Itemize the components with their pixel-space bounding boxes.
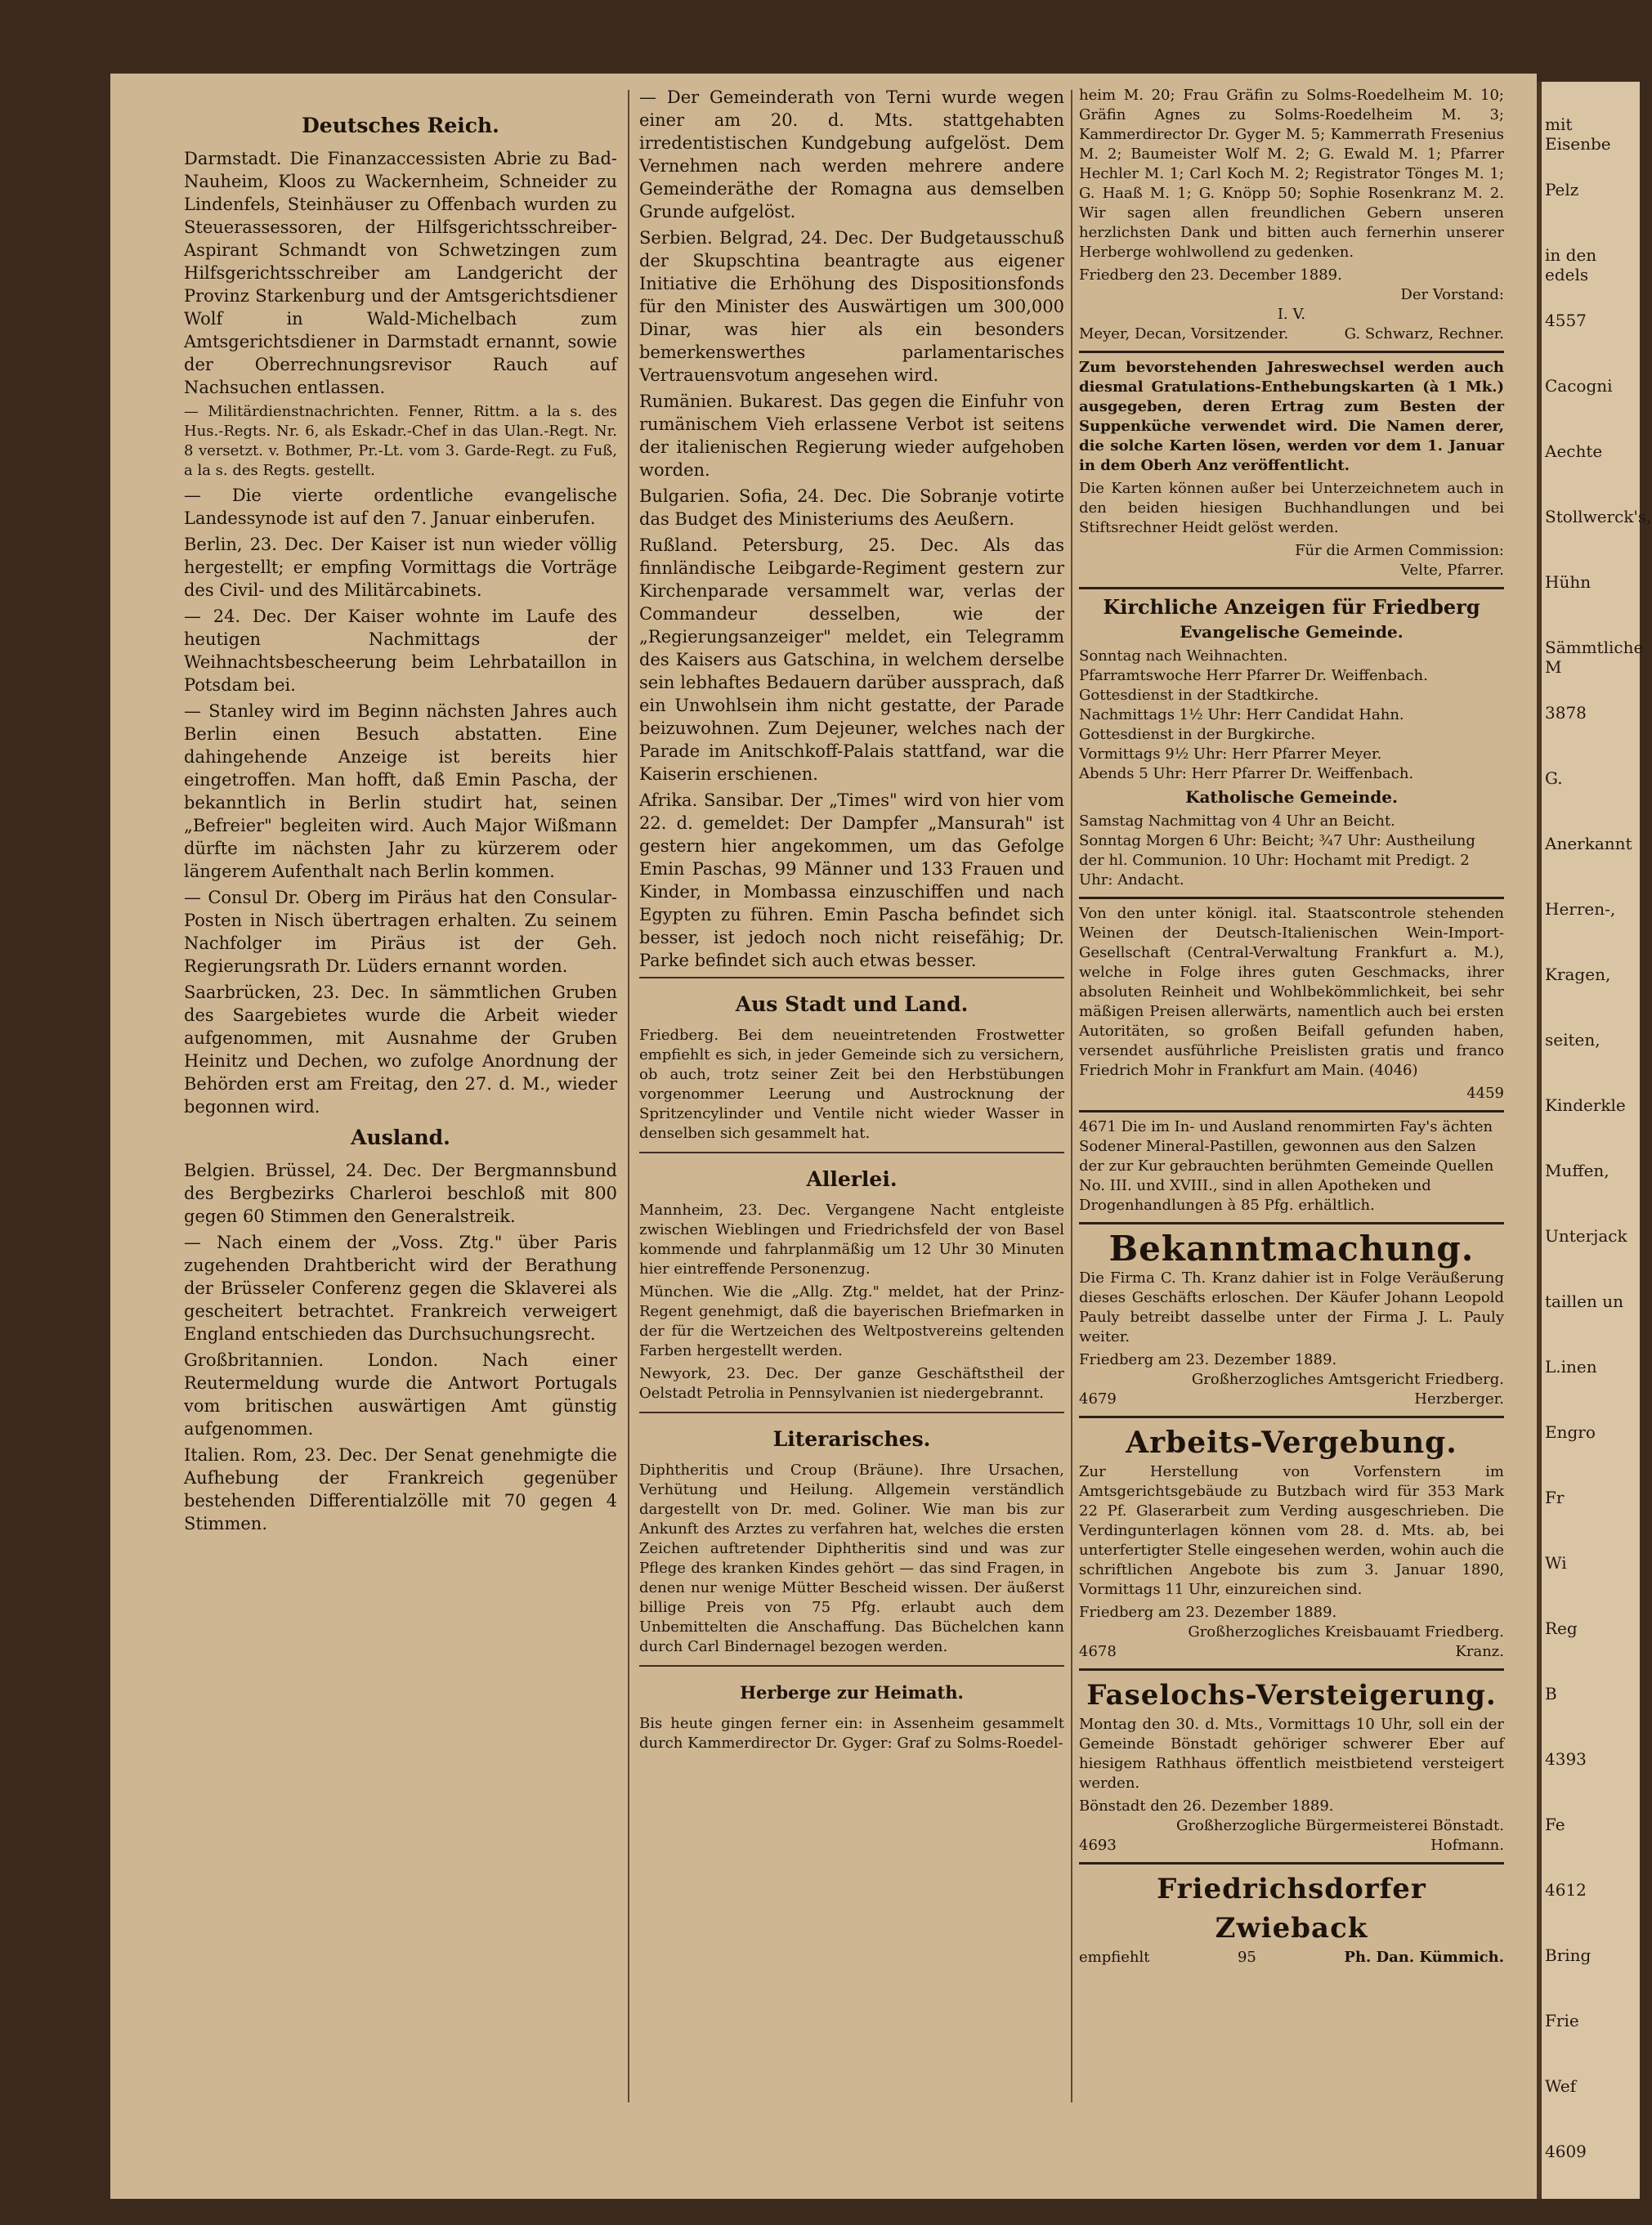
article-paragraph: Darmstadt. Die Finanzaccessisten Abrie zu Bad-Nauheim, Kloos zu Wackernheim, Schneider zu Lindenfels, Steinhäuser zu Offenbach wurden zu Steuerassessoren, der Hilfsgerichtsschreiber-Aspirant Schmandt von Schwetzingen zum Hilfsgerichtsschreiber am Landgericht der Provinz Starkenburg und der Amtsgerichtsdiener Wolf in Wald-Michelbach zum Amtsgerichtsdiener in Darmstadt ernannt, sowie der Oberrechnungsrevisor Rauch auf Nachsuchen entlassen. — [184, 149, 617, 397]
article-paragraph: Rußland. Petersburg, 25. Dec. Als das finnländische Leibgarde-Regiment gestern zur Kirchenparade versammelt war, verlas der Commandeur desselben, wie der „Regierungsanzeiger" meldet, ein Telegramm des Kaisers aus Gatschina, in welchem derselbe sein lebhaftes Bedauern darüber aussprach, daß ein Unwohlsein ihm nicht gestatte, der Parade beizuwohnen. Zum Dejeuner, welches nach der Parade im Anitschkoff-Palais stattfand, war die Kaiserin erschienen. — [639, 535, 1064, 784]
adjacent-page-fragment: Stollwerck's, — [1545, 507, 1652, 526]
ad-number: 95 — [1237, 1949, 1256, 1966]
article-paragraph: — Nach einem der „Voss. Ztg." über Paris zugehenden Drahtbericht wird der Berathung der Brüsseler Conferenz gegen die Sklaverei als gescheitert betrachtet. Frankreich verweigert England entschieden das Durchsuchungsrecht. — [184, 1233, 617, 1344]
adjacent-page-fragment: in den edels — [1545, 245, 1597, 284]
article-paragraph: Großbritannien. London. Nach einer Reutermeldung wurde die Antwort Portugals vom britischen auswärtigen Amt günstig aufgenommen. — [184, 1350, 617, 1439]
ad-number: 4693 — [1079, 1837, 1117, 1854]
adjacent-page-fragment: Herren-, — [1545, 899, 1616, 919]
ad-title: Friedrichsdorfer Zwieback — [1157, 1873, 1426, 1945]
ad-authority: Großherzogliches Kreisbauamt Friedberg. — [1188, 1623, 1504, 1641]
adjacent-page-fragment: Frie — [1545, 2011, 1579, 2030]
adjacent-page-fragment: Hühn — [1545, 572, 1592, 592]
ad-title: Arbeits-Vergebung. — [1126, 1426, 1457, 1460]
ad-text: Die im In- und Ausland renommirten Fay's ächten Sodener Mineral-Pastillen, gewonnen aus den Salzen der zur Kur gebrauchten berühmten Gemeinde Quellen No. III. und XVIII., sind in allen Apotheken und Drogenhandlungen à 85 Pfg. erhältlich. — [1079, 1118, 1494, 1214]
church-line: Gottesdienst in der Burgkirche. — [1079, 726, 1316, 743]
church-line: Abends 5 Uhr: Herr Pfarrer Dr. Weiffenbach. — [1079, 765, 1414, 782]
ad-authority: Großherzogliches Amtsgericht Friedberg. — [1191, 1371, 1504, 1388]
ad-text: Zur Herstellung von Vorfenstern im Amtsgerichtsgebäude zu Butzbach wird für 353 Mark 22 Pf. Glaserarbeit zum Verding ausgeschrieben. Die Verdingunterlagen können vom 28. d. Mts. ab, bei unterfertigter Stelle eingesehen werden, wohin auch die schriftlichen Angebote bis zum 3. Januar 1890, Vormittags 11 Uhr, einzureichen sind. — [1079, 1463, 1504, 1598]
article-paragraph: München. Wie die „Allg. Ztg." meldet, hat der Prinz-Regent genehmigt, daß die bayerischen Briefmarken in der für die Wertzeichen des Weltpostvereins geltenden Farben hergestellt werden. — [639, 1283, 1064, 1359]
section-heading: Allerlei. — [806, 1167, 898, 1191]
adjacent-page-fragment: Sämmtliche M — [1545, 638, 1644, 677]
adjacent-page-fragment: Pelz — [1545, 180, 1579, 199]
article-paragraph: Berlin, 23. Dec. Der Kaiser ist nun wieder völlig hergestellt; er empfing Vormittags die Vorträge des Civil- und des Militärcabinets. — [184, 535, 617, 600]
church-line: Sonntag nach Weihnachten. — [1079, 647, 1288, 665]
column-rule — [628, 90, 629, 2102]
church-notices-title: Kirchliche Anzeigen für Friedberg — [1103, 595, 1480, 619]
notice-date: Friedberg den 23. December 1889. — [1079, 266, 1342, 284]
article-paragraph: Rumänien. Bukarest. Das gegen die Einfuhr von rumänischem Vieh erlassene Verbot ist seitens der italienischen Regierung wieder aufgehoben worden. — [639, 392, 1064, 480]
adjacent-page-fragment: 4612 — [1545, 1880, 1587, 1900]
ad-text: Montag den 30. d. Mts., Vormittags 10 Uhr, soll ein der Gemeinde Bönstadt gehöriger schwerer Eber auf hiesigem Rathhaus öffentlich meistbietend versteigert werden. — [1079, 1716, 1504, 1792]
church-line: Pfarramtswoche Herr Pfarrer Dr. Weiffenbach. — [1079, 667, 1428, 684]
adjacent-page-fragment: 3878 — [1545, 703, 1587, 723]
adjacent-page-fragment: 4393 — [1545, 1749, 1587, 1769]
adjacent-page-fragment: Bring — [1545, 1945, 1592, 1965]
column-1 — [184, 106, 617, 1538]
article-paragraph: Diphtheritis und Croup (Bräune). Ihre Ursachen, Verhütung und Heilung. Allgemein verständlich dargestellt von Dr. med. Goliner. Wie man bis zur Ankunft des Arztes zu verfahren hat, welches die ersten Zeichen auftretender Diphtheritis sind und was zur Pflege des kranken Kindes gehört — das sind Fragen, in denen nur wenige Mütter Bescheid wissen. Der äußerst billige Preis von 75 Pfg. erlaubt auch dem Unbemittelten die Anschaffung. Das Büchelchen kann durch Carl Bindernagel bezogen werden. — [639, 1462, 1064, 1655]
adjacent-page-fragment: Kragen, — [1545, 965, 1611, 984]
notice-board: Der Vorstand: — [1400, 286, 1504, 303]
ad-title: Faselochs-Versteigerung. — [1086, 1679, 1497, 1712]
adjacent-page-fragment: Reg — [1545, 1618, 1578, 1638]
article-paragraph: Serbien. Belgrad, 24. Dec. Der Budgetausschuß der Skupschtina beantragte aus eigener Initiative die Erhöhung des Dispositionsfonds für den Minister des Auswärtigen um 300,000 Dinar, was hier als ein besonders bemerkenswerthes parlamentarisches Vertrauensvotum angesehen wird. — [639, 228, 1064, 385]
notice-signer: Für die Armen Commission: — [1295, 542, 1504, 559]
article-paragraph: Afrika. Sansibar. Der „Times" wird von hier vom 22. d. gemeldet: Der Dampfer „Mansurah" ist gestern hier angekommen, um das Gefolge Emin Paschas, 99 Männer und 133 Frauen und Kinder, in Mombassa einzuschiffen und nach Egypten zu führen. Emin Pascha befindet sich besser, ist jedoch noch nicht reisefähig; Dr. Parke befindet sich auch etwas besser. — [639, 790, 1064, 970]
notice-text: Zum bevorstehenden Jahreswechsel werden auch diesmal Gratulations-Enthebungskarten (à 1 Mk.) ausgegeben, deren Ertrag zum Besten der Suppenküche verwendet wird. Die Namen derer, die solche Karten lösen, werden vor dem 1. Januar in dem Oberh Anz veröffentlicht. — [1079, 359, 1504, 474]
adjacent-page-fragment: 4557 — [1545, 311, 1587, 330]
article-paragraph: Newyork, 23. Dec. Der ganze Geschäftstheil der Oelstadt Petrolia in Pennsylvanien ist niedergebrannt. — [639, 1365, 1064, 1402]
adjacent-page-fragment: Unterjack — [1545, 1226, 1627, 1246]
section-heading: Deutsches Reich. — [302, 114, 499, 137]
church-line: Nachmittags 1½ Uhr: Herr Candidat Hahn. — [1079, 706, 1404, 723]
ad-number: 4679 — [1079, 1390, 1117, 1408]
ad-text: Von den unter königl. ital. Staatscontrole stehenden Weinen der Deutsch-Italienischen Wein-Import-Gesellschaft (Central-Verwaltung Frankfurt a. M.), welche in Folge ihres guten Geschmacks, ihrer absoluten Reinheit und Wohlbekömmlichkeit, bei sehr mäßigen Preisen allerwärts, namentlich auch bei ersten Autoritäten, so großen Beifall gefunden haben, versendet ausführliche Preislisten gratis und franco Friedrich Mohr in Frankfurt am Main. (4046) — [1079, 905, 1504, 1079]
ad-title: Bekanntmachung. — [1108, 1229, 1475, 1269]
ad-signer: Ph. Dan. Kümmich. — [1344, 1949, 1504, 1966]
column-rule — [1071, 90, 1072, 2102]
section-heading: Literarisches. — [772, 1427, 931, 1451]
church-line: Gottesdienst in der Stadtkirche. — [1079, 687, 1319, 704]
adjacent-page-fragment: Wi — [1545, 1553, 1567, 1573]
adjacent-page-fragment: Kinderkle — [1545, 1095, 1626, 1115]
church-evangelical-title: Evangelische Gemeinde. — [1180, 622, 1404, 642]
notice-signer: Velte, Pfarrer. — [1400, 562, 1504, 579]
church-line: Vormittags 9½ Uhr: Herr Pfarrer Meyer. — [1079, 745, 1382, 763]
article-paragraph: Bis heute gingen ferner ein: in Assenheim gesammelt durch Kammerdirector Dr. Gyger: Graf zu Solms-Roedel- — [639, 1715, 1064, 1752]
signature-right: G. Schwarz, Rechner. — [1344, 325, 1504, 342]
ad-signer: Herzberger. — [1414, 1390, 1504, 1408]
adjacent-page-fragment: B — [1545, 1684, 1557, 1703]
adjacent-page-fragment: Fe — [1545, 1815, 1565, 1834]
article-paragraph: — Militärdienstnachrichten. Fenner, Rittm. a la s. des Hus.-Regts. Nr. 6, als Eskadr.-Chef in das Ulan.-Regt. Nr. 8 versetzt. v. Bothmer, Pr.-Lt. vom 3. Garde-Regt. zu Fuß, a la s. des Regts. gestellt. — [184, 403, 617, 479]
article-paragraph: — Die vierte ordentliche evangelische Landessynode ist auf den 7. Januar einberufen. — [184, 486, 617, 528]
ad-date: Friedberg am 23. Dezember 1889. — [1079, 1351, 1337, 1368]
ad-signer: Kranz. — [1455, 1643, 1504, 1660]
article-paragraph: Italien. Rom, 23. Dec. Der Senat genehmigte die Aufhebung der Frankreich gegenüber bestehenden Differentialzölle mit 70 gegen 4 Stimmen. — [184, 1445, 617, 1533]
adjacent-page-fragment: Muffen, — [1545, 1161, 1609, 1180]
adjacent-page-fragment: seiten, — [1545, 1030, 1601, 1050]
section-heading: Aus Stadt und Land. — [735, 992, 969, 1016]
column-2 — [639, 86, 1064, 1762]
adjacent-page-fragment: L.inen — [1545, 1357, 1597, 1377]
adjacent-page-fragment: Cacogni — [1545, 376, 1613, 396]
ad-signer: Hofmann. — [1430, 1837, 1504, 1854]
ad-number: 4459 — [1466, 1085, 1504, 1102]
ad-text: Die Firma C. Th. Kranz dahier ist in Folge Veräußerung dieses Geschäfts erloschen. Der Käufer Johann Leopold Pauly betreibt dasselbe unter der Firma J. L. Pauly weiter. — [1079, 1269, 1504, 1345]
article-paragraph: — Stanley wird im Beginn nächsten Jahres auch Berlin einen Besuch abstatten. Eine dahingehende Anzeige ist bereits hier eingetroffen. Man hofft, daß Emin Pascha, der bekanntlich in Berlin studirt hat, seinen „Befreier" begleiten wird. Auch Major Wißmann dürfte im nächsten Jahr zu kürzerem oder längerem Aufenthalt nach Berlin kommen. — [184, 701, 617, 881]
ad-date: Bönstadt den 26. Dezember 1889. — [1079, 1797, 1334, 1815]
ad-date: Friedberg am 23. Dezember 1889. — [1079, 1604, 1337, 1621]
adjacent-page-fragment: taillen un — [1545, 1292, 1623, 1311]
article-paragraph: Mannheim, 23. Dec. Vergangene Nacht entgleiste zwischen Wieblingen und Friedrichsfeld der von Basel kommende und fahrplanmäßig um 12 Uhr 30 Minuten hier eintreffende Personenzug. — [639, 1202, 1064, 1278]
church-line: Sonntag Morgen 6 Uhr: Beicht; ¾7 Uhr: Austheilung der hl. Communion. 10 Uhr: Hochamt mit Predigt. 2 Uhr: Andacht. — [1079, 832, 1475, 889]
church-catholic-title: Katholische Gemeinde. — [1185, 787, 1398, 807]
notice-text: Die Karten können außer bei Unterzeichnetem auch in den beiden hiesigen Buchhandlungen und bei Stiftsrechner Heidt gelöst werden. — [1079, 480, 1504, 536]
church-line: Samstag Nachmittag von 4 Uhr an Beicht. — [1079, 813, 1395, 830]
ad-authority: Großherzogliche Bürgermeisterei Bönstadt. — [1176, 1817, 1504, 1834]
article-paragraph: Saarbrücken, 23. Dec. In sämmtlichen Gruben des Saargebietes wurde die Arbeit wieder aufgenommen, mit Ausnahme der Gruben Heinitz und Dechen, wo zufolge Anordnung der Behörden erst am Freitag, den 27. d. M., wieder begonnen wird. — [184, 983, 617, 1117]
article-paragraph: — Consul Dr. Oberg im Piräus hat den Consular-Posten in Nisch übertragen erhalten. Zu seinem Nachfolger im Piräus ist der Geh. Regierungsrath Dr. Lüders ernannt worden. — [184, 888, 617, 976]
ad-number: 4678 — [1079, 1643, 1117, 1660]
section-heading: Herberge zur Heimath. — [740, 1682, 964, 1703]
donation-list: heim M. 20; Frau Gräfin zu Solms-Roedelheim M. 10; Gräfin Agnes zu Solms-Roedelheim M. 3; Kammerdirector Dr. Gyger M. 5; Kammerrath Fresenius M. 2; Baumeister Wolf M. 2; G. Ewald M. 1; Pfarrer Hechler M. 1; Carl Koch M. 2; Registrator Tönges M. 1; G. Haaß M. 1; G. Knöpp 50; Sophie Rosenkranz M. 2. Wir sagen allen freundlichen Gebern unseren herzlichsten Dank und bitten auch fernerhin unserer Herberge wohlwollend zu gedenken. — [1079, 87, 1504, 261]
adjacent-page-fragment: G. — [1545, 768, 1563, 788]
ad-number: 4671 — [1079, 1118, 1117, 1135]
article-paragraph: Belgien. Brüssel, 24. Dec. Der Bergmannsbund des Bergbezirks Charleroi beschloß mit 800 gegen 60 Stimmen den Generalstreik. — [184, 1161, 617, 1226]
notice-iv: I. V. — [1277, 306, 1306, 323]
adjacent-page-fragment: mit Eisenbe — [1545, 114, 1611, 154]
adjacent-page-fragment: Engro — [1545, 1422, 1596, 1442]
ad-text: empfiehlt — [1079, 1949, 1150, 1966]
adjacent-page-fragment: Anerkannt — [1545, 834, 1632, 853]
adjacent-page-fragment: Aechte — [1545, 441, 1603, 461]
article-paragraph: — 24. Dec. Der Kaiser wohnte im Laufe des heutigen Nachmittags der Weihnachtsbescheerung beim Lehrbataillon in Potsdam bei. — [184, 607, 617, 695]
signature-left: Meyer, Decan, Vorsitzender. — [1079, 325, 1289, 342]
article-paragraph: Friedberg. Bei dem neueintretenden Frostwetter empfiehlt es sich, in jeder Gemeinde sich zu versichern, ob auch, trotz seiner Zeit bei den Herbstübungen vorgenommer Leerung und Austrocknung der Spritzencylinder und Ventile nicht wieder Wasser in denselben sich gesammelt hat. — [639, 1027, 1064, 1142]
adjacent-page-fragment: 4609 — [1545, 2142, 1587, 2161]
section-heading: Ausland. — [351, 1126, 450, 1149]
article-paragraph: — Der Gemeinderath von Terni wurde wegen einer am 20. d. Mts. stattgehabten irredentistischen Kundgebung aufgelöst. Dem Vernehmen nach werden mehrere andere Gemeinderäthe der Romagna aus demselben Grunde aufgelöst. — [639, 87, 1064, 222]
adjacent-page-fragment: Fr — [1545, 1488, 1565, 1507]
article-paragraph: Bulgarien. Sofia, 24. Dec. Die Sobranje votirte das Budget des Ministeriums des Aeußern. — [639, 486, 1064, 529]
adjacent-page-fragment: Wef — [1545, 2076, 1577, 2096]
column-3 — [1079, 86, 1504, 1968]
